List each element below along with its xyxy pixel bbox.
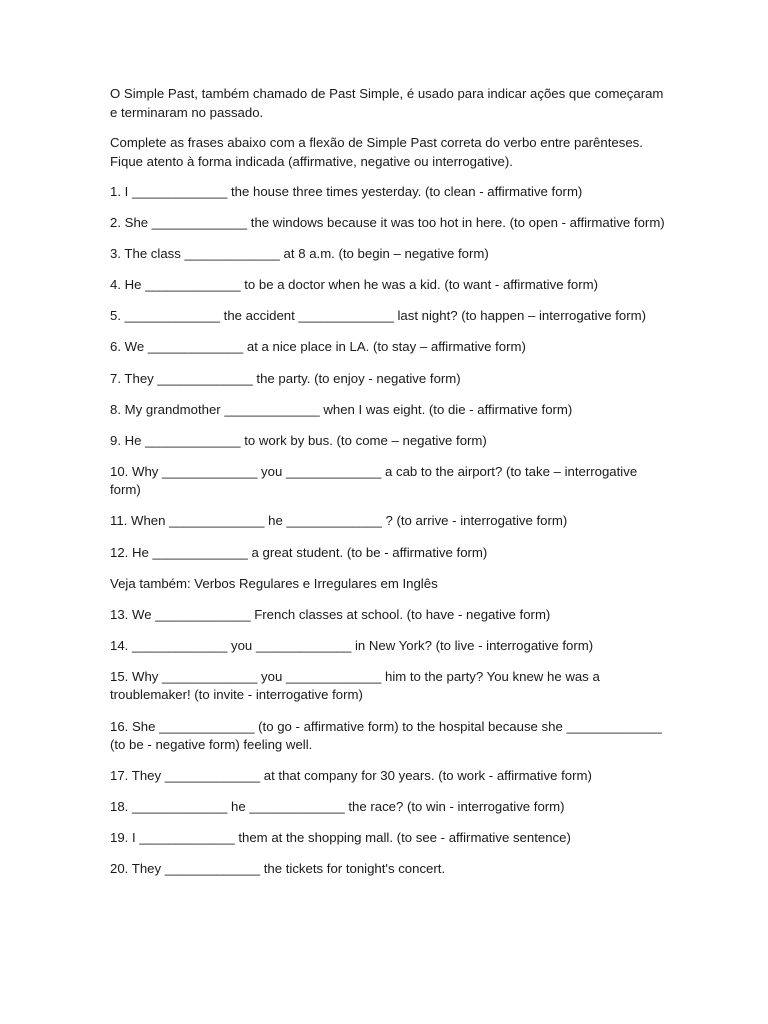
exercise-item-14: 14. _____________ you _____________ in New York? (to live - interrogative form): [110, 637, 594, 653]
intro-paragraph: O Simple Past, também chamado de Past Simple, é usado para indicar ações que começaram e terminaram no passado.: [110, 86, 664, 120]
exercise-item-13: 13. We _____________ French classes at school. (to have - negative form): [110, 606, 551, 622]
exercise-item-6: 6. We _____________ at a nice place in LA. (to stay – affirmative form): [110, 339, 526, 355]
exercise-item-3: 3. The class _____________ at 8 a.m. (to begin – negative form): [110, 246, 489, 262]
exercise-item-4: 4. He _____________ to be a doctor when he was a kid. (to want - affirmative form): [110, 277, 598, 293]
exercise-item-1: 1. I _____________ the house three times yesterday. (to clean - affirmative form): [110, 184, 583, 199]
document-page: [110, 85, 670, 891]
exercise-item-2: 2. She _____________ the windows because it was too hot in here. (to open - affirmative form): [110, 215, 665, 231]
exercise-item-11: 11. When _____________ he _____________ ? (to arrive - interrogative form): [110, 513, 568, 529]
exercise-item-9: 9. He _____________ to work by bus. (to come – negative form): [110, 432, 487, 448]
exercise-item-19: 19. I _____________ them at the shopping mall. (to see - affirmative sentence): [110, 830, 571, 846]
exercise-item-15: 15. Why _____________ you _____________ him to the party? You knew he was a troublemaker! (to invite - interrogative form): [110, 668, 600, 703]
instructions-paragraph: Complete as frases abaixo com a flexão de Simple Past correta do verbo entre parênteses. Fique atento à forma indicada (affirmative, negative ou interrogative).: [110, 135, 643, 169]
exercise-item-12: 12. He _____________ a great student. (to be - affirmative form): [110, 544, 488, 560]
exercise-item-20: 20. They _____________ the tickets for tonight's concert.: [110, 861, 446, 877]
see-also-link[interactable]: Veja também: Verbos Regulares e Irregulares em Inglês: [110, 575, 438, 591]
exercise-item-10: 10. Why _____________ you _____________ a cab to the airport? (to take – interrogative form): [110, 463, 638, 498]
exercise-item-18: 18. _____________ he _____________ the race? (to win - interrogative form): [110, 799, 565, 815]
exercise-item-8: 8. My grandmother _____________ when I was eight. (to die - affirmative form): [110, 401, 573, 417]
exercise-item-16: 16. She _____________ (to go - affirmative form) to the hospital because she _____________ (to be - negative form) feeling well.: [110, 718, 662, 752]
exercise-item-5: 5. _____________ the accident _____________ last night? (to happen – interrogative form): [110, 308, 646, 324]
exercise-item-7: 7. They _____________ the party. (to enjoy - negative form): [110, 370, 461, 386]
exercise-item-17: 17. They _____________ at that company for 30 years. (to work - affirmative form): [110, 768, 592, 784]
